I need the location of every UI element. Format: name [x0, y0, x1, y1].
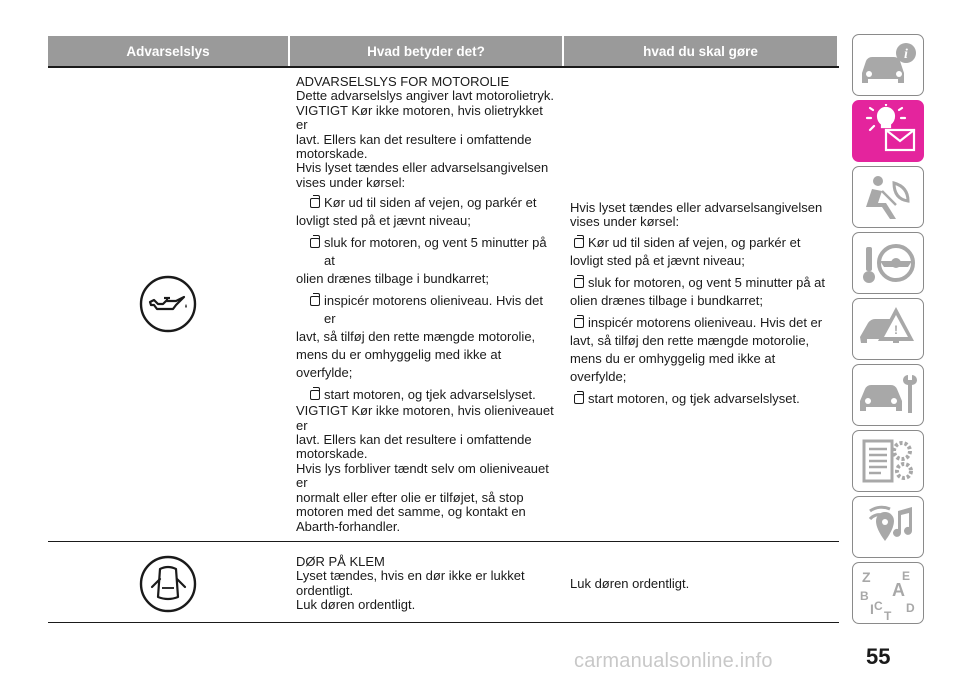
text-line: VIGTIGT Kør ikke motoren, hvis olieniveauet er	[296, 403, 554, 433]
svg-text:D: D	[906, 601, 915, 615]
text-line: olien drænes tilbage i bundkarret;	[570, 292, 763, 308]
svg-text:B: B	[860, 589, 869, 603]
tab-emergency[interactable]	[852, 298, 924, 360]
text-line: Dette advarselslys angiver lavt motorolietryk.	[296, 88, 554, 104]
text-line: Luk døren ordentligt.	[296, 597, 416, 613]
bullet-icon	[310, 238, 320, 248]
car-wrench-icon	[856, 369, 920, 421]
svg-text:A: A	[892, 580, 905, 600]
text-line: ordentligt.	[296, 582, 354, 598]
text-line: Luk døren ordentligt.	[570, 575, 690, 591]
list-item	[570, 274, 833, 292]
text-line: start motoren, og tjek advarselslyset.	[324, 387, 536, 403]
door-action-text	[560, 542, 833, 622]
svg-text:T: T	[884, 609, 892, 620]
svg-text:i: i	[904, 47, 908, 62]
text-line: Hvis lys forbliver tændt selv om olieniveauet er	[296, 460, 549, 491]
text-line: Kør ud til siden af vejen, og parkér et	[588, 234, 801, 250]
svg-text:I: I	[870, 601, 874, 617]
steering-key-icon	[856, 237, 920, 289]
text-line: motorskade.	[296, 446, 368, 462]
text-line: lovligt sted på et jævnt niveau;	[296, 213, 471, 229]
list-item	[570, 390, 833, 408]
door-ajar-icon-cell	[48, 542, 288, 622]
svg-text:E: E	[902, 569, 911, 583]
oil-pressure-icon-cell	[48, 68, 288, 541]
text-line: inspicér motorens olieniveau. Hvis det er	[324, 293, 543, 327]
tab-specifications[interactable]	[852, 430, 924, 492]
tab-warning-lights[interactable]	[852, 100, 924, 162]
text-line: vises under kørsel:	[570, 214, 680, 230]
oil-meaning-text	[288, 68, 560, 541]
door-meaning-text	[288, 542, 560, 622]
oil-action-text	[560, 68, 833, 541]
tab-car-info[interactable]	[852, 34, 924, 96]
text-line: DØR PÅ KLEM	[296, 553, 385, 569]
text-line: overfylde;	[570, 368, 627, 384]
multimedia-icon	[856, 501, 920, 553]
svg-text:C: C	[874, 599, 883, 613]
warning-light-message-icon	[856, 104, 920, 158]
bullet-icon	[574, 278, 584, 288]
bullet-icon	[574, 318, 584, 328]
text-line: start motoren, og tjek advarselslyset.	[588, 390, 800, 406]
list-item	[570, 234, 833, 252]
tab-index[interactable]	[852, 562, 924, 624]
list-item	[296, 194, 556, 212]
text-line: motoren med det samme, og kontakt en	[296, 504, 526, 520]
door-ajar-icon	[139, 555, 197, 613]
text-line: mens du er omhyggelig med ikke at	[570, 350, 776, 366]
table-row	[48, 68, 839, 542]
list-item	[296, 234, 556, 270]
tab-multimedia[interactable]	[852, 496, 924, 558]
text-line: sluk for motoren, og vent 5 minutter på at	[324, 235, 547, 269]
text-line: lavt, så tilføj den rette mængde motorolie,	[296, 329, 536, 345]
chapter-sidebar	[852, 34, 924, 628]
text-line: normalt eller efter olie er tilføjet, så stop	[296, 489, 524, 505]
table-row	[48, 542, 839, 623]
tab-driving[interactable]	[852, 232, 924, 294]
header-meaning: Hvad betyder det?	[290, 36, 562, 66]
text-line: VIGTIGT Kør ikke motoren, hvis olietrykket er	[296, 102, 543, 133]
index-letters-icon	[856, 566, 920, 620]
bullet-icon	[310, 390, 320, 400]
text-line: vises under kørsel:	[296, 174, 406, 190]
bullet-icon	[574, 238, 584, 248]
text-line: Lyset tændes, hvis en dør ikke er lukket	[296, 568, 525, 584]
spec-sheet-gears-icon	[856, 435, 920, 487]
bullet-icon	[310, 198, 320, 208]
text-line: lovligt sted på et jævnt niveau;	[570, 252, 745, 268]
svg-text:Z: Z	[862, 569, 871, 585]
text-line: mens du er omhyggelig med ikke at	[296, 347, 502, 363]
car-info-icon	[856, 39, 920, 91]
list-item	[570, 314, 833, 332]
seat-airbag-icon	[856, 171, 920, 223]
text-line: Hvis lyset tændes eller advarselsangivelsen	[296, 160, 549, 176]
text-line: Kør ud til siden af vejen, og parkér et	[324, 195, 537, 211]
watermark: carmanualsonline.info	[574, 650, 773, 672]
text-line: olien drænes tilbage i bundkarret;	[296, 271, 489, 287]
svg-text:!: !	[894, 323, 898, 337]
warning-lights-table	[48, 36, 839, 623]
bullet-icon	[574, 394, 584, 404]
header-action: hvad du skal gøre	[564, 36, 837, 66]
text-line: Abarth-forhandler.	[296, 518, 401, 534]
oil-pressure-icon	[139, 275, 197, 333]
list-item	[296, 292, 556, 328]
text-line: overfylde;	[296, 365, 353, 381]
text-line: lavt. Ellers kan det resultere i omfattende	[296, 131, 532, 147]
text-line: lavt. Ellers kan det resultere i omfattende	[296, 432, 532, 448]
text-line: lavt, så tilføj den rette mængde motorolie,	[570, 332, 810, 348]
tab-service[interactable]	[852, 364, 924, 426]
page-number: 55	[866, 644, 891, 669]
text-line: sluk for motoren, og vent 5 minutter på at	[588, 274, 826, 290]
table-header	[48, 36, 839, 66]
text-line: Hvis lyset tændes eller advarselsangivelsen	[570, 200, 823, 216]
tab-safety[interactable]	[852, 166, 924, 228]
text-line: ADVARSELSLYS FOR MOTOROLIE	[296, 74, 510, 89]
bullet-icon	[310, 296, 320, 306]
car-accident-icon	[856, 303, 920, 355]
header-warning-light: Advarselslys	[48, 36, 288, 66]
text-line: motorskade.	[296, 146, 368, 162]
text-line: inspicér motorens olieniveau. Hvis det er	[588, 314, 823, 330]
list-item	[296, 386, 556, 404]
